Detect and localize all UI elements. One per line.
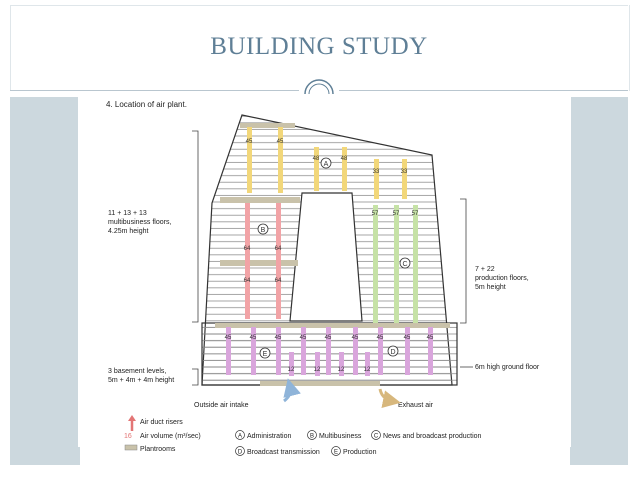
annot-multibusiness-2: multibusiness floors, <box>108 219 172 226</box>
riser-multibusiness <box>245 203 250 319</box>
riser-value: 45 <box>426 335 434 341</box>
annot-multibusiness-1: 11 + 13 + 13 <box>108 210 147 217</box>
bracket-production <box>460 199 466 323</box>
riser-value: 48 <box>312 156 320 162</box>
zone-label-c: C <box>402 261 408 268</box>
riser-value: 12 <box>363 367 371 373</box>
legend-zone-a-text: Administration <box>247 433 292 440</box>
legend-zone-b-key: B <box>309 433 315 440</box>
riser-value: 45 <box>376 335 384 341</box>
legend-zone-b-text: Multibusiness <box>319 433 362 440</box>
side-band-left <box>10 97 78 453</box>
zone-label-b: B <box>260 227 266 234</box>
riser-value: 33 <box>400 169 408 175</box>
plantroom-strip <box>220 260 298 266</box>
legend-volume: Air volume (m³/sec) <box>140 433 201 440</box>
zone-label-e: E <box>262 351 268 358</box>
riser-admin <box>402 159 407 199</box>
riser-value: 45 <box>245 139 253 145</box>
riser-value: 57 <box>411 211 419 217</box>
riser-value: 45 <box>276 139 284 145</box>
riser-value: 12 <box>313 367 321 373</box>
riser-production <box>413 205 418 323</box>
riser-value: 45 <box>324 335 332 341</box>
side-band-right <box>571 97 628 453</box>
riser-admin <box>314 147 319 191</box>
annot-exhaust-air: Exhaust air <box>398 402 434 409</box>
air-plant-figure <box>80 97 570 467</box>
title-divider-left <box>10 90 299 91</box>
zone-label-d: D <box>390 349 396 356</box>
riser-value: 48 <box>340 156 348 162</box>
riser-value: 45 <box>299 335 307 341</box>
annot-basement-1: 3 basement levels, <box>108 368 167 375</box>
riser-value: 45 <box>351 335 359 341</box>
annot-production-1: 7 + 22 <box>475 266 495 273</box>
riser-value: 12 <box>287 367 295 373</box>
bracket-multibusiness <box>192 131 198 322</box>
building-section-drawing <box>80 97 570 467</box>
riser-value: 45 <box>224 335 232 341</box>
legend-volume-sample: 16 <box>124 433 132 440</box>
legend-zone-c-key: C <box>373 433 379 440</box>
plantroom-strip <box>260 381 380 386</box>
riser-value: 64 <box>243 278 251 284</box>
riser-admin <box>247 127 252 193</box>
legend-zone-c-text: News and broadcast production <box>383 433 482 440</box>
plantroom-strip <box>220 197 300 203</box>
legend-zone-d-key: D <box>237 449 243 456</box>
legend <box>124 415 482 456</box>
riser-value: 57 <box>371 211 379 217</box>
legend-plantroom: Plantrooms <box>140 446 176 453</box>
legend-zone-d-text: Broadcast transmission <box>247 449 320 456</box>
annot-production-3: 5m height <box>475 284 506 291</box>
riser-value: 64 <box>274 246 282 252</box>
figure-caption: 4. Location of air plant. <box>106 100 187 109</box>
annot-basement-2: 5m + 4m + 4m height <box>108 377 175 384</box>
legend-zone-e-text: Production <box>343 449 377 456</box>
riser-value: 64 <box>274 278 282 284</box>
riser-multibusiness <box>276 203 281 319</box>
riser-admin <box>342 147 347 191</box>
divider-ornament-icon <box>299 74 339 96</box>
annot-multibusiness-3: 4.25m height <box>108 228 149 235</box>
legend-zone-a-key: A <box>237 433 243 440</box>
annot-outside-air: Outside air intake <box>194 402 249 409</box>
riser-value: 45 <box>249 335 257 341</box>
riser-admin <box>278 127 283 193</box>
annot-production-2: production floors, <box>475 275 529 282</box>
riser-value: 45 <box>274 335 282 341</box>
riser-value: 45 <box>403 335 411 341</box>
outside-air-arrow-icon <box>284 387 290 401</box>
riser-value: 12 <box>337 367 345 373</box>
plantroom-strip <box>215 323 450 328</box>
title-divider-right <box>339 90 628 91</box>
riser-value: 64 <box>243 246 251 252</box>
riser-value: 57 <box>392 211 400 217</box>
legend-riser: Air duct risers <box>140 419 183 426</box>
exhaust-air-arrow-icon <box>380 389 392 401</box>
riser-value: 33 <box>372 169 380 175</box>
riser-admin <box>374 159 379 199</box>
riser-production <box>373 205 378 323</box>
zone-label-a: A <box>323 161 329 168</box>
legend-zone-e-key: E <box>333 449 339 456</box>
annot-ground-floor: 6m high ground floor <box>475 364 540 371</box>
bracket-basement <box>192 369 198 385</box>
riser-production <box>394 205 399 323</box>
central-void <box>290 193 362 321</box>
slide-title: BUILDING STUDY <box>210 33 428 60</box>
